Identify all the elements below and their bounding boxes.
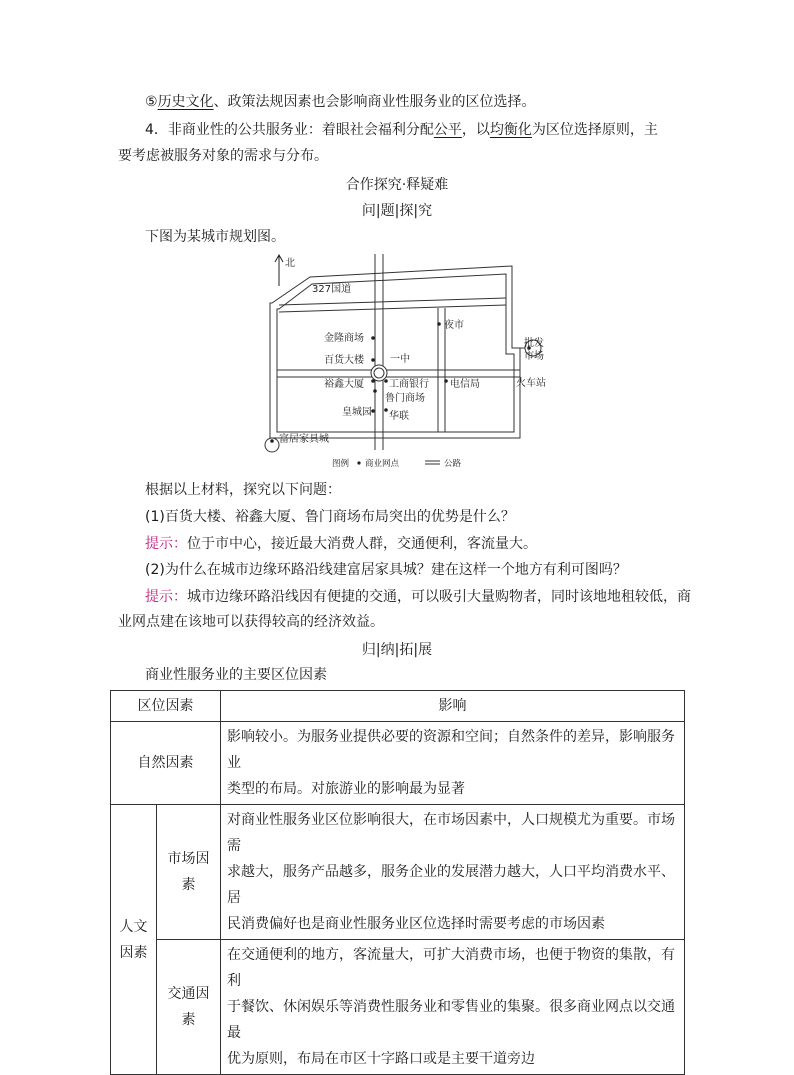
traffic-factor-label: 交通因 素	[157, 940, 221, 1075]
line2-text-c: 为区位选择原则，主	[531, 122, 658, 138]
legend-point-label: 商业网点	[365, 459, 400, 469]
table-row	[111, 805, 685, 940]
line2-text-a: 4．非商业性的公共服务业：着眼社会福利分配	[145, 122, 434, 138]
table-row	[111, 722, 685, 805]
hualian-label: 华联	[389, 411, 409, 422]
commercial-point	[270, 439, 274, 443]
section-title: 合作探究·释疑难	[345, 177, 449, 193]
yeshi-label: 夜市	[444, 320, 464, 331]
answer-blank-2: 公平	[433, 122, 462, 138]
market-factor-text: 对商业性服务业区位影响很大，在市场因素中，人口规模尤为重要。市场需 求越大，服务产品越多，服务企业的发展潜力越大，人口平均消费水平、居 民消费偏好也是商业性服务业区位选择时需要考虑的市场因素	[221, 805, 685, 940]
location-factors-table	[110, 690, 685, 1075]
subsection-title-explore: 问|题|探|究	[361, 203, 433, 219]
question-1: (1)百货大楼、裕鑫大厦、鲁门商场布局突出的优势是什么？	[145, 509, 515, 525]
circled-number: ⑤	[145, 94, 158, 110]
header-factor: 区位因素	[111, 691, 221, 722]
pifa-label-2: 市场	[524, 351, 544, 362]
legend-point-icon	[357, 461, 360, 464]
answer-blank-3: 均衡化	[489, 122, 532, 138]
table-row	[111, 940, 685, 1075]
commercial-point	[371, 358, 375, 362]
header-impact: 影响	[221, 691, 685, 722]
legend-label: 图例	[332, 459, 350, 469]
gongshang-label: 工商银行	[389, 379, 429, 390]
question-2: (2)为什么在城市边缘环路沿线建富居家具城？建在这样一个地方有利可图吗？	[145, 562, 627, 578]
hint-label: 提示：	[145, 536, 187, 552]
commercial-point	[371, 336, 375, 340]
line-public-service	[145, 120, 658, 140]
market-factor-label: 市场因 素	[157, 805, 221, 940]
yuxin-label: 裕鑫大厦	[324, 379, 364, 390]
city-plan-map	[262, 250, 552, 472]
map-intro: 下图为某城市规划图。	[145, 229, 285, 245]
hint-label: 提示：	[145, 589, 187, 605]
explore-intro: 根据以上材料，探究以下问题：	[145, 482, 341, 498]
human-factor-label: 人文 因素	[111, 805, 157, 1075]
commercial-point	[384, 408, 388, 412]
fuju-label: 富居家具城	[279, 434, 329, 445]
yizhong-label: 一中	[390, 354, 410, 365]
baihuo-label: 百货大楼	[324, 355, 364, 366]
jinlong-label: 金隆商场	[324, 333, 364, 344]
pifa-label-1: 批发	[524, 338, 544, 349]
north-arrow-icon	[275, 255, 283, 286]
line1-text: 、政策法规因素也会影响商业性服务业的区位选择。	[213, 94, 536, 110]
road-327-label: 327国道	[312, 284, 352, 295]
answer-1	[145, 534, 537, 554]
line2-text-b: ，以	[461, 122, 490, 138]
huochezhan-label: 火车站	[516, 378, 546, 389]
lumen-label: 鲁门商场	[385, 393, 425, 404]
traffic-factor-text: 在交通便利的地方，客流量大，可扩大消费市场，也便于物资的集散，有利 于餐饮、休闲娱乐等消费性服务业和零售业的集聚。很多商业网点以交通最 优为原则，布局在市区十字路口或是主要干道旁边	[221, 940, 685, 1075]
legend-road-label: 公路	[444, 459, 462, 469]
natural-factor-text: 影响较小。为服务业提供必要的资源和空间；自然条件的差异，影响服务业 类型的布局。对旅游业的影响最为显著	[221, 722, 685, 805]
answer-2	[145, 587, 691, 607]
dianxin-label: 电信局	[450, 379, 480, 390]
commercial-point	[437, 322, 441, 326]
huangcheng-label: 皇城园	[342, 407, 372, 418]
line-cultural-factor	[145, 92, 536, 112]
line3-text: 要考虑被服务对象的需求与分布。	[118, 148, 328, 164]
subsection-title-summary: 归|纳|拓|展	[361, 642, 433, 658]
commercial-point	[371, 379, 375, 383]
table-title: 商业性服务业的主要区位因素	[145, 667, 327, 683]
table-header-row	[111, 691, 685, 722]
commercial-point	[444, 379, 448, 383]
natural-factor-label: 自然因素	[111, 722, 221, 805]
commercial-point	[373, 389, 377, 393]
answer-2-cont: 业网点建在该地可以获得较高的经济效益。	[118, 614, 384, 630]
answer-1-text: 位于市中心，接近最大消费人群，交通便利，客流量大。	[187, 536, 537, 552]
commercial-point	[384, 379, 388, 383]
answer-blank-1: 历史文化	[157, 94, 214, 110]
north-label: 北	[285, 258, 295, 269]
answer-2-text: 城市边缘环路沿线因有便捷的交通，可以吸引大量购物者，同时该地地租较低，商	[187, 589, 691, 605]
